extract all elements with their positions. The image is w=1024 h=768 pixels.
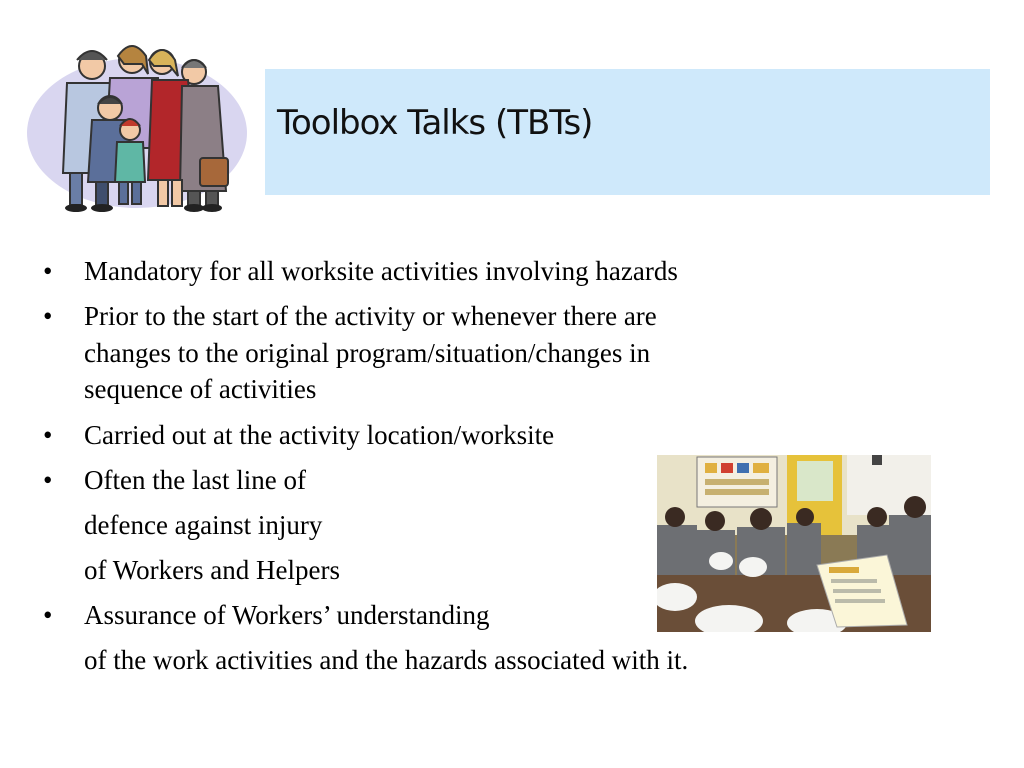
- bullet-marker: •: [43, 465, 53, 495]
- bullet-text-continuation: changes to the original program/situation/changes in: [84, 338, 651, 368]
- bullet-marker: •: [43, 600, 53, 630]
- bullet-marker: •: [43, 420, 53, 450]
- bullet-marker: •: [43, 256, 53, 286]
- bullet-text: Prior to the start of the activity or whenever there are: [84, 301, 657, 331]
- slide-title: Toolbox Talks (TBTs): [277, 103, 593, 143]
- bullet-text: Mandatory for all worksite activities involving hazards: [84, 256, 678, 286]
- bullet-text-continuation: of the work activities and the hazards associated with it.: [84, 645, 689, 675]
- toolbox-talk-photo-icon: [657, 455, 931, 632]
- bullet-marker: •: [43, 301, 53, 331]
- bullet-text-continuation: defence against injury: [84, 510, 323, 540]
- bullet-text-continuation: sequence of activities: [84, 374, 317, 404]
- bullet-text: Carried out at the activity location/worksite: [84, 420, 555, 450]
- bullet-text: Often the last line of: [84, 465, 306, 495]
- bullet-text: Assurance of Workers’ understanding: [84, 600, 490, 630]
- bullet-text-continuation: of Workers and Helpers: [84, 555, 340, 585]
